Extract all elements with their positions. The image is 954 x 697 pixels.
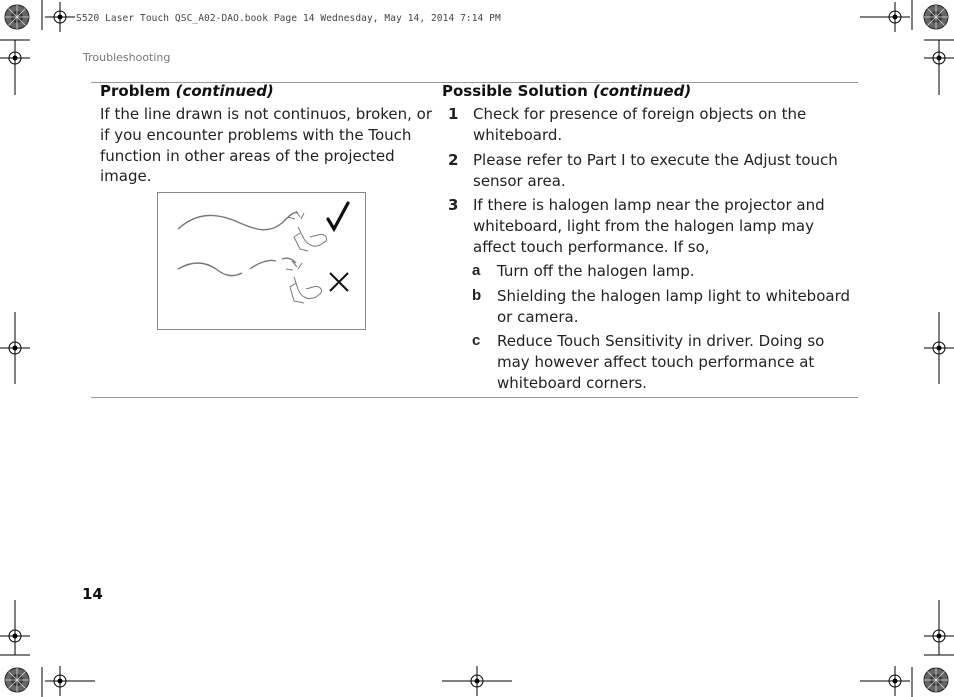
print-header: S520 Laser Touch QSC_A02-DAO.book Page 14 Wednesday, May 14, 2014 7:14 PM xyxy=(76,13,501,24)
substep-text: Shielding the halogen lamp light to whiteboard or camera. xyxy=(497,287,850,326)
running-head: Troubleshooting xyxy=(83,51,171,64)
step-number: 2 xyxy=(448,151,459,169)
problem-column-header: Problem (continued) xyxy=(100,82,274,100)
substep-text: Turn off the halogen lamp. xyxy=(497,262,695,280)
substep-letter: a xyxy=(472,262,481,279)
step-text: If there is halogen lamp near the projector and whiteboard, light from the halogen lamp may affect touch performance. If so, xyxy=(473,196,825,256)
touch-line-figure xyxy=(157,192,366,330)
page-number: 14 xyxy=(82,585,103,603)
step-text: Check for presence of foreign objects on the whiteboard. xyxy=(473,105,807,144)
step-text: Please refer to Part I to execute the Adjust touch sensor area. xyxy=(473,151,838,190)
substep-text: Reduce Touch Sensitivity in driver. Doing so may however affect touch performance at whiteboard corners. xyxy=(497,332,825,392)
substep-letter: b xyxy=(472,287,482,304)
problem-description: If the line drawn is not continuos, broken, or if you encounter problems with the Touch function in other areas of the projected image. xyxy=(100,105,433,186)
step-number: 1 xyxy=(448,105,459,123)
broken-line-cross-icon xyxy=(330,273,348,291)
table-bottom-rule xyxy=(91,397,858,398)
solution-column-header: Possible Solution (continued) xyxy=(442,82,692,100)
substep-letter: c xyxy=(472,332,481,349)
step-number: 3 xyxy=(448,196,459,214)
continuous-line-check-icon xyxy=(328,203,348,229)
